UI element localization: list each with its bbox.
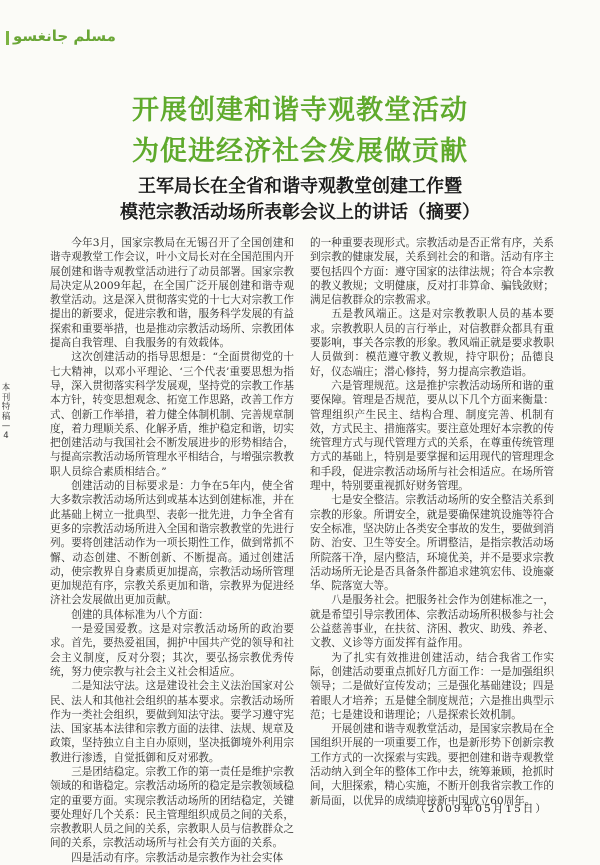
article-title-line-1: 开展创建和谐寺观教堂活动 [132, 95, 468, 126]
section-page-label: 本刊特稿 —4 [1, 383, 11, 441]
magazine-name: مسلم جانغسو [13, 27, 116, 45]
paragraph: 创建的具体标准为八个方面： [71, 608, 209, 621]
paragraph: 五是教风端正。这是对宗教教职人员的基本要求。宗教教职人员的言行举止，对信教群众都具有重要影响，事关各宗教的形象。教风端正就是要求教职人员做到：模范遵守教义教规，持守职份；品德良好，仪态端庄；潜心修持，努力提高宗教造诣。 [310, 308, 554, 378]
paragraph: 为了扎实有效推进创建活动，结合我省工作实际，创建活动要重点抓好几方面工作：一是加强组织领导；二是做好宣传发动；三是强化基础建设；四是着眼人才培养；五是健全制度规范；六是推出典型示范；七是建设和谐理论；八是探索长效机制。 [310, 651, 554, 721]
article-subtitle-line-1: 王军局长在全省和谐寺观教堂创建工作暨 [138, 176, 462, 197]
paragraph: 八是服务社会。把服务社会作为创建标准之一，就是希望引导宗教团体、宗教活动场所积极参与社会公益慈善事业，在扶贫、济困、教灾、助残、养老、文教、义诊等方面发挥有益作用。 [310, 594, 554, 650]
paragraph: 三是团结稳定。宗教工作的第一责任是维护宗教领域的和谐稳定。宗教活动场所的稳定是宗教领域稳定的重要方面。实现宗教活动场所的团结稳定，关键要处理好几个关系：民主管理组织成员之间的关系，宗教教职人员之间的关系，宗教职人员与信教群众之间的关系，宗教活动场所与社会有关方面的关系。 [50, 765, 294, 850]
paragraph: 一是爱国爱教。这是对宗教活动场所的政治要求。首先，要热爱祖国，拥护中国共产党的领导和社会主义制度，反对分裂；其次，要弘扬宗教优秀传统，努力使宗教与社会主义社会相适应。 [50, 623, 294, 678]
right-text-column [310, 236, 554, 808]
article-title-line-2: 为促进经济社会发展做贡献 [132, 136, 468, 167]
paragraph: 开展创建和谐寺观教堂活动，是国家宗教局在全国组织开展的一项重要工作，也是新形势下创新宗教工作方式的一次探索与实践。要把创建和谐寺观教堂活动纳入到全年的整体工作中去，统筹兼顾，抢抓时间，大胆探索，精心实施，不断开创我省宗教工作的新局面，以优异的成绩迎接新中国成立60周年。 [310, 723, 554, 807]
article-subtitle-line-2: 模范宗教活动场所表彰会议上的讲话（摘要） [120, 202, 480, 223]
paragraph: 今年3月，国家宗教局在无锡召开了全国创建和谐寺观教堂工作会议，叶小文局长对在全国范围内开展创建和谐寺观教堂活动进行了动员部署。国家宗教局决定从2009年起，在全国广泛开展创建和谐寺观教堂活动。这是深入贯彻落实党的十七大对宗教工作提出的新要求，促进宗教和谐，服务科学发展的有益探索和重要举措，也是推动宗教活动场所、宗教团体提高自我管理、自我服务的有效载体。 [50, 237, 294, 350]
publication-date: （2009年05月15日） [415, 803, 548, 815]
paragraph: 二是知法守法。这是建设社会主义法治国家对公民、法人和其他社会组织的基本要求。宗教活动场所作为一类社会组织，要做到知法守法。要学习遵守宪法、国家基本法律和宗教方面的法律、法规、规章及政策，坚持独立自主自办原则，坚决抵御境外利用宗教进行渗透，自觉抵御和反对邪教。 [50, 680, 294, 764]
paragraph: 六是管理规范。这是推护宗教活动场所和谐的重要保障。管理是否规范，要从以下几个方面来衡量：管理组织产生民主、结构合理、制度完善、机制有效，方式民主、措施落实。要注意处理好本宗教的传统管理方式与现代管理方式的关系，在尊重传统管理方式的基础上，特别是要掌握和运用现代的管理理念和手段，促进宗教活动场所与社会相适应。在场所管理中，特别要重视抓好财务管理。 [310, 379, 554, 493]
header-accent-bar [6, 31, 9, 45]
paragraph: 的一种重要表现形式。宗教活动是否正常有序，关系到宗教的健康发展，关系到社会的和谐。活动有序主要包括四个方面：遵守国家的法律法规；符合本宗教的教义教规；文明健康，反对打非算命、骗钱敛财；满足信教群众的宗教需求。 [310, 237, 554, 307]
paragraph: 四是活动有序。宗教活动是宗教作为社会实体 [71, 851, 284, 864]
paragraph: 这次创建活动的指导思想是：“全面贯彻党的十七大精神，以邓小平理论、‘三个代表’重要思想为指导，深入贯彻落实科学发展观，坚持党的宗教工作基本方针，转变思想观念、拓宽工作思路，改善工作方式、创新工作举措，着力健全体制机制、完善规章制度，着力理顺关系、化解矛盾，维护稳定和谐，切实把创建活动与我国社会不断发展进步的形势相结合，与提高宗教活动场所管理水平相结合，与增强宗教教职人员综合素质相结合。” [50, 351, 294, 478]
paragraph: 创建活动的目标要求是：力争在5年内，使全省大多数宗教活动场所达到或基本达到创建标准，并在此基础上树立一批典型、表彰一批先进，力争全省有更多的宗教活动场所进入全国和谐宗教教堂的先进行列。要将创建活动作为一项长期性工作，做到常抓不懈、动态创建、不断创新、不断提高。通过创建活动，使宗教界自身素质更加提高，宗教活动场所管理更加规范有序，宗教关系更加和谐，宗教界为促进经济社会发展做出更加贡献。 [50, 480, 294, 607]
left-text-column [50, 236, 294, 865]
paragraph: 七是安全整洁。宗教活动场所的安全整洁关系到宗教的形象。所谓安全，就是要确保建筑设施等符合安全标准，坚决防止各类安全事故的发生，要做到消防、治安、卫生等安全。所谓整洁，是指宗教活动场所院落干净，屋内整洁，环境优美，并不是要求宗教活动场所无论是否具备条件都追求建筑宏伟、设施豪华、院落宽大等。 [310, 494, 554, 593]
